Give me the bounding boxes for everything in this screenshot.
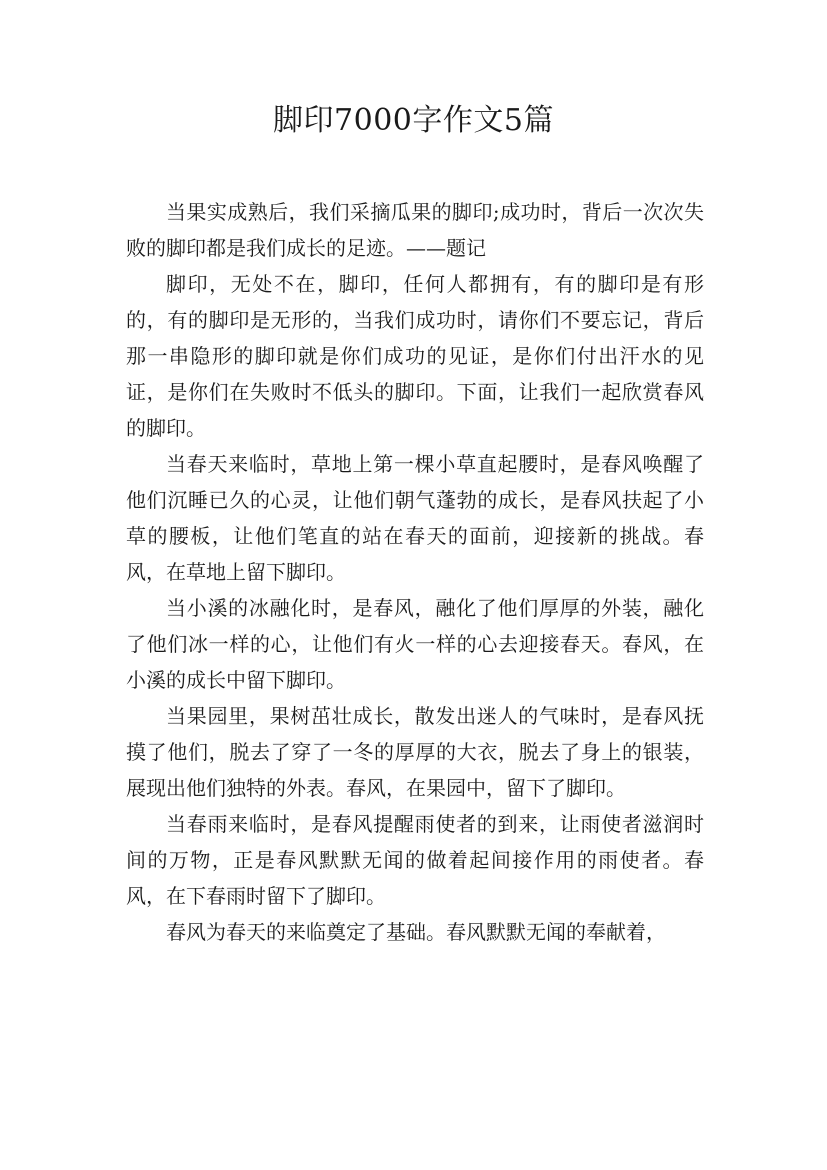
paragraph-stream: 当小溪的冰融化时，是春风，融化了他们厚厚的外装，融化了他们冰一样的心，让他们有火一样的心去迎接春天。春风，在小溪的成长中留下脚印。 [126, 596, 704, 692]
document-body [126, 194, 704, 950]
paragraph-grass: 当春天来临时，草地上第一棵小草直起腰时，是春风唤醒了他们沉睡已久的心灵，让他们朝气蓬勃的成长，是春风扶起了小草的腰板，让他们笔直的站在春天的面前，迎接新的挑战。春风，在草地上留下脚印。 [126, 452, 704, 584]
paragraph-foundation: 春风为春天的来临奠定了基础。春风默默无闻的奉献着， [166, 920, 666, 944]
paragraph-orchard: 当果园里，果树茁壮成长，散发出迷人的气味时，是春风抚摸了他们，脱去了穿了一冬的厚厚的大衣，脱去了身上的银装，展现出他们独特的外表。春风，在果园中，留下了脚印。 [126, 704, 704, 800]
paragraph-spring-rain: 当春雨来临时，是春风提醒雨使者的到来，让雨使者滋润时间的万物，正是春风默默无闻的做着起间接作用的雨使者。春风，在下春雨时留下了脚印。 [126, 812, 704, 908]
paragraph-intro: 脚印，无处不在，脚印，任何人都拥有，有的脚印是有形的，有的脚印是无形的，当我们成功时，请你们不要忘记，背后那一串隐形的脚印就是你们成功的见证，是你们付出汗水的见证，是你们在失败时不低头的脚印。下面，让我们一起欣赏春风的脚印。 [126, 272, 704, 440]
paragraph-epigraph: 当果实成熟后，我们采摘瓜果的脚印;成功时，背后一次次失败的脚印都是我们成长的足迹。——题记 [126, 200, 704, 260]
document-title: 脚印7000字作文5篇 [273, 103, 554, 138]
